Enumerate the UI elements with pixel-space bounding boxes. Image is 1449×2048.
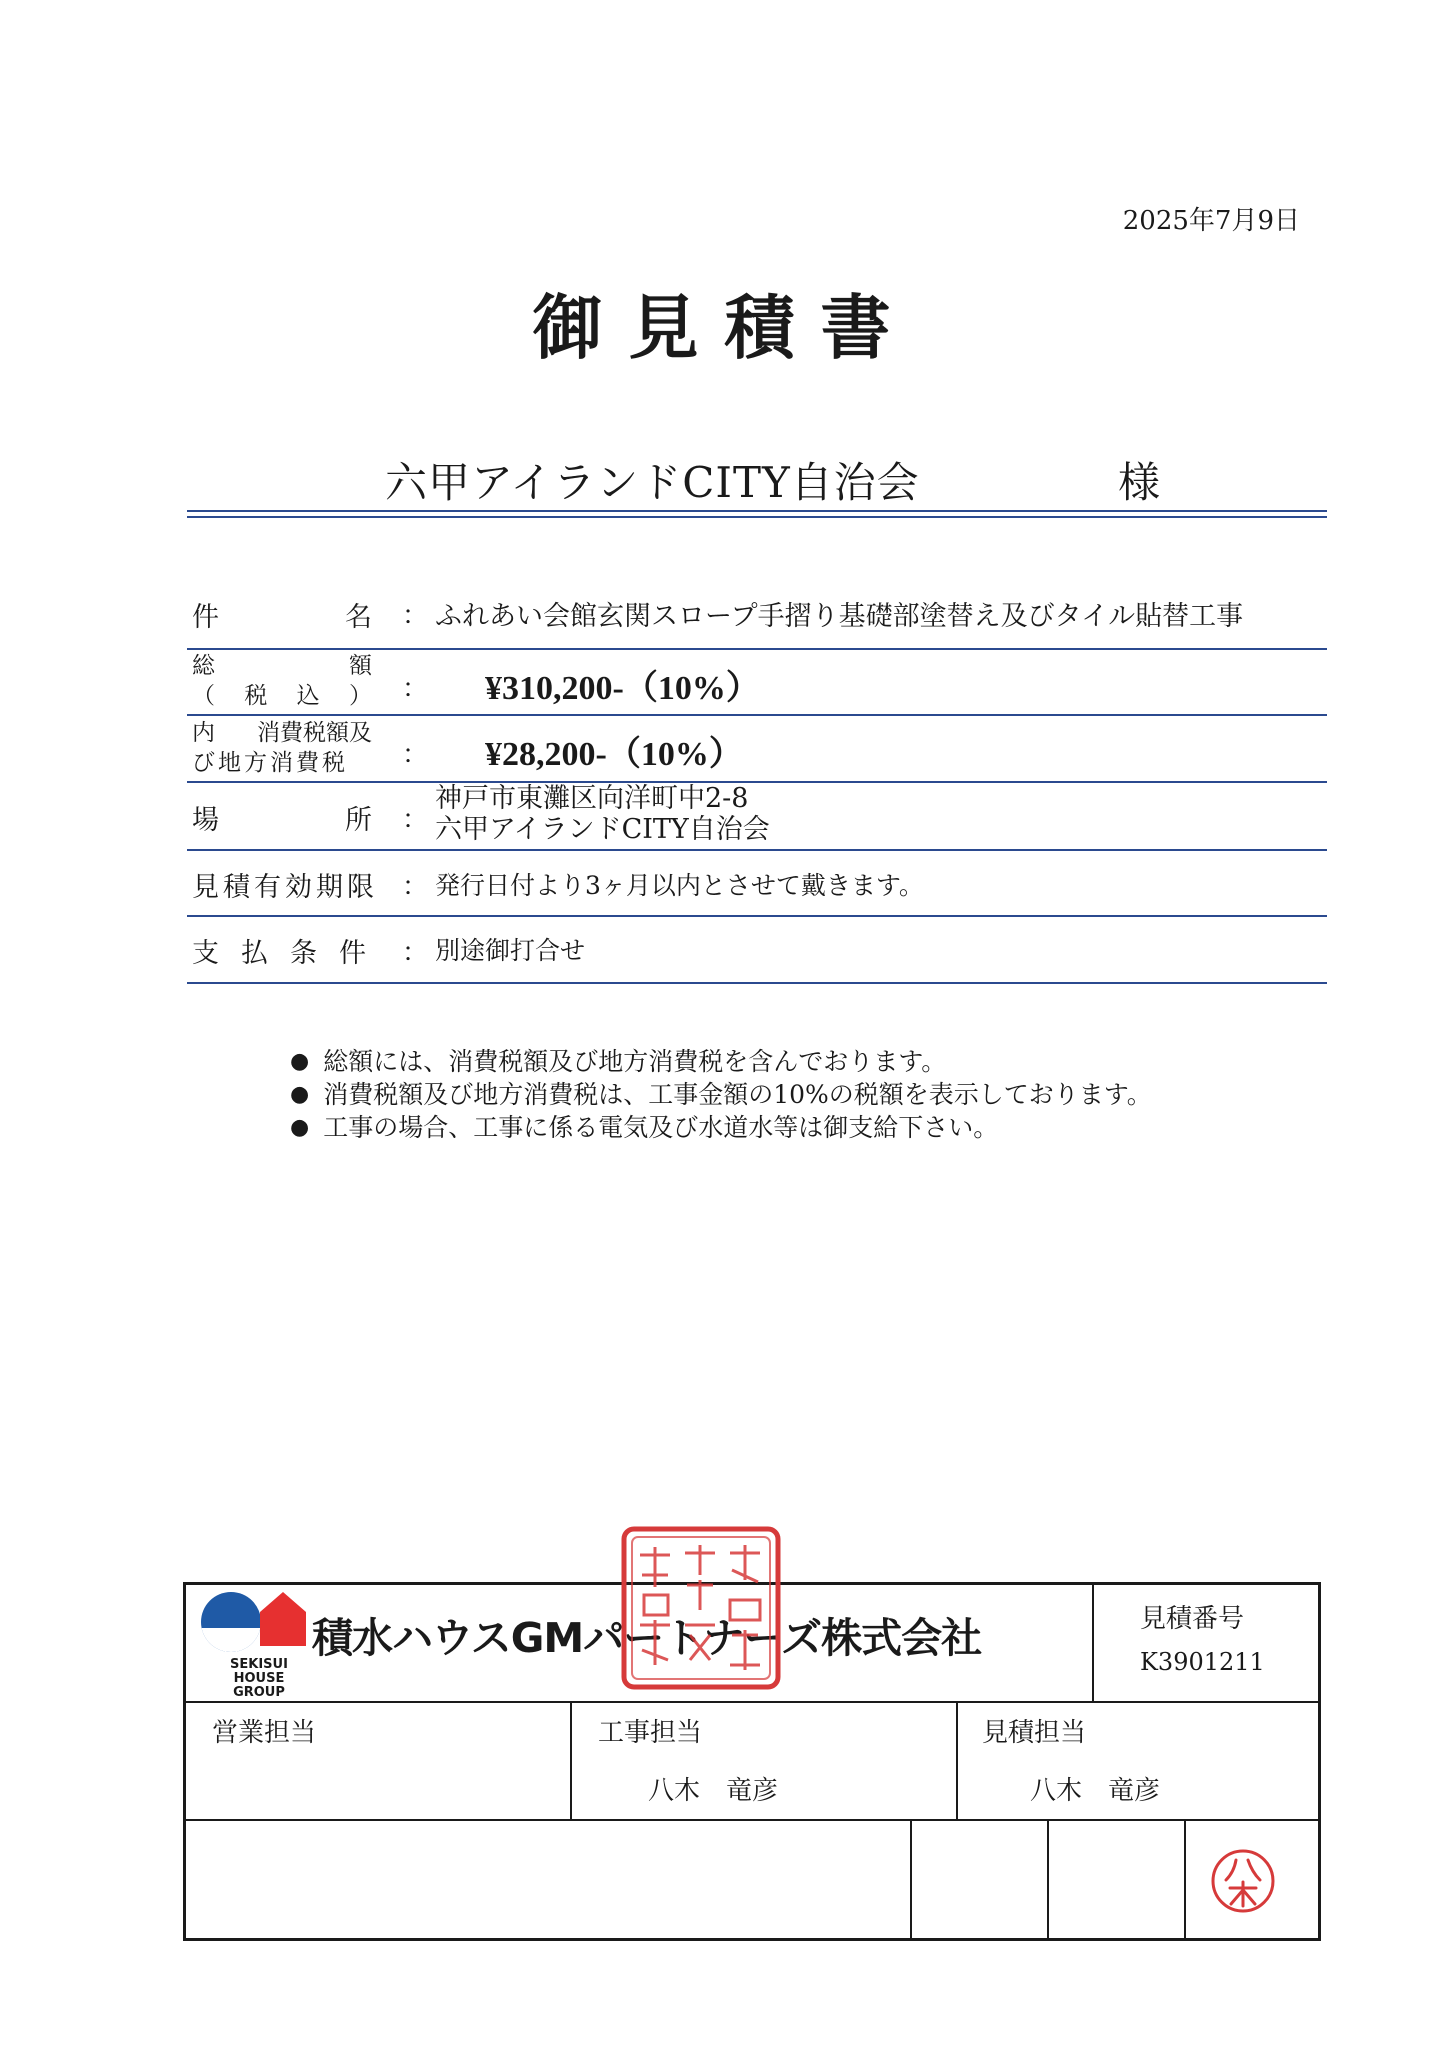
total-label: 総 額 （ 税 込 ） [192,653,372,709]
table-border-right [1318,1582,1321,1941]
table-sep-b [956,1701,958,1821]
row-validity: 見積有効期限 ： 発行日付より3ヶ月以内とさせて戴きます。 [187,849,1327,917]
estimator-name: 八木 竜彦 [1030,1776,1161,1806]
row-place: 場 所 ： 神戸市東灘区向洋町中2-8 六甲アイランドCITY自治会 [187,781,1327,851]
row-total: 総 額 （ 税 込 ） ： ¥310,200-（10%） [187,648,1327,716]
table-sep-c [910,1819,912,1939]
table-border-left [183,1582,186,1941]
company-seal-stamp [620,1525,782,1691]
note-item: ● 消費税額及び地方消費税は、工事金額の10%の税額を表示しております。 [290,1080,1152,1109]
document-title: 御見積書 [532,286,917,369]
table-sep-e [1184,1819,1186,1939]
double-rule-bottom [187,516,1327,518]
company-name: 積水ハウスGMパートナーズ株式会社 [312,1614,982,1662]
subject-label: 件 名 [192,602,372,633]
table-sep-a [570,1701,572,1821]
validity-value: 発行日付より3ヶ月以内とさせて戴きます。 [435,871,924,900]
logo-blue-arc [201,1592,261,1652]
note-item: ● 工事の場合、工事に係る電気及び水道水等は御支給下さい。 [290,1113,999,1142]
sales-rep-label: 営業担当 [212,1718,317,1748]
notes-list [290,1045,1152,1144]
table-sep-estno [1092,1582,1094,1702]
place-value: 神戸市東灘区向洋町中2-8 六甲アイランドCITY自治会 [435,783,770,845]
tax-amount: ¥28,200-（10%） [485,736,743,773]
table-rule-1 [183,1701,1321,1703]
subject-value: ふれあい会館玄関スロープ手摺り基礎部塗替え及びタイル貼替工事 [435,601,1244,632]
table-rule-2 [183,1819,1321,1821]
note-item: ● 総額には、消費税額及び地方消費税を含んでおります。 [290,1047,947,1076]
client-honorific: 様 [1118,458,1161,507]
row-payment: 支払条件 ： 別途御打合せ [187,915,1327,984]
payment-value: 別途御打合せ [435,936,586,965]
validity-label: 見積有効期限 [192,872,378,903]
estimator-label: 見積担当 [982,1718,1087,1748]
client-name: 六甲アイランドCITY自治会 [385,458,920,507]
construction-rep-name: 八木 竜彦 [648,1776,779,1806]
construction-rep-label: 工事担当 [598,1718,703,1748]
table-sep-d [1047,1819,1049,1939]
tax-label: 内 消費税額及 び地方消費税 [192,720,372,776]
logo-subtext: SEKISUI HOUSE GROUP [230,1657,288,1700]
row-subject: 件 名 ： ふれあい会館玄関スロープ手摺り基礎部塗替え及びタイル貼替工事 [187,590,1327,650]
double-rule-top [187,510,1327,512]
payment-label: 支払条件 [192,938,388,969]
estimate-number: K3901211 [1140,1648,1265,1676]
estimate-number-label: 見積番号 [1140,1604,1245,1634]
total-amount: ¥310,200-（10%） [485,670,760,707]
personal-seal-stamp [1210,1848,1276,1914]
place-label: 場 所 [192,805,372,836]
row-tax: 内 消費税額及 び地方消費税 ： ¥28,200-（10%） [187,714,1327,783]
logo-house-icon [258,1590,308,1648]
issue-date: 2025年7月9日 [1122,206,1300,236]
table-border-bottom [183,1938,1321,1941]
